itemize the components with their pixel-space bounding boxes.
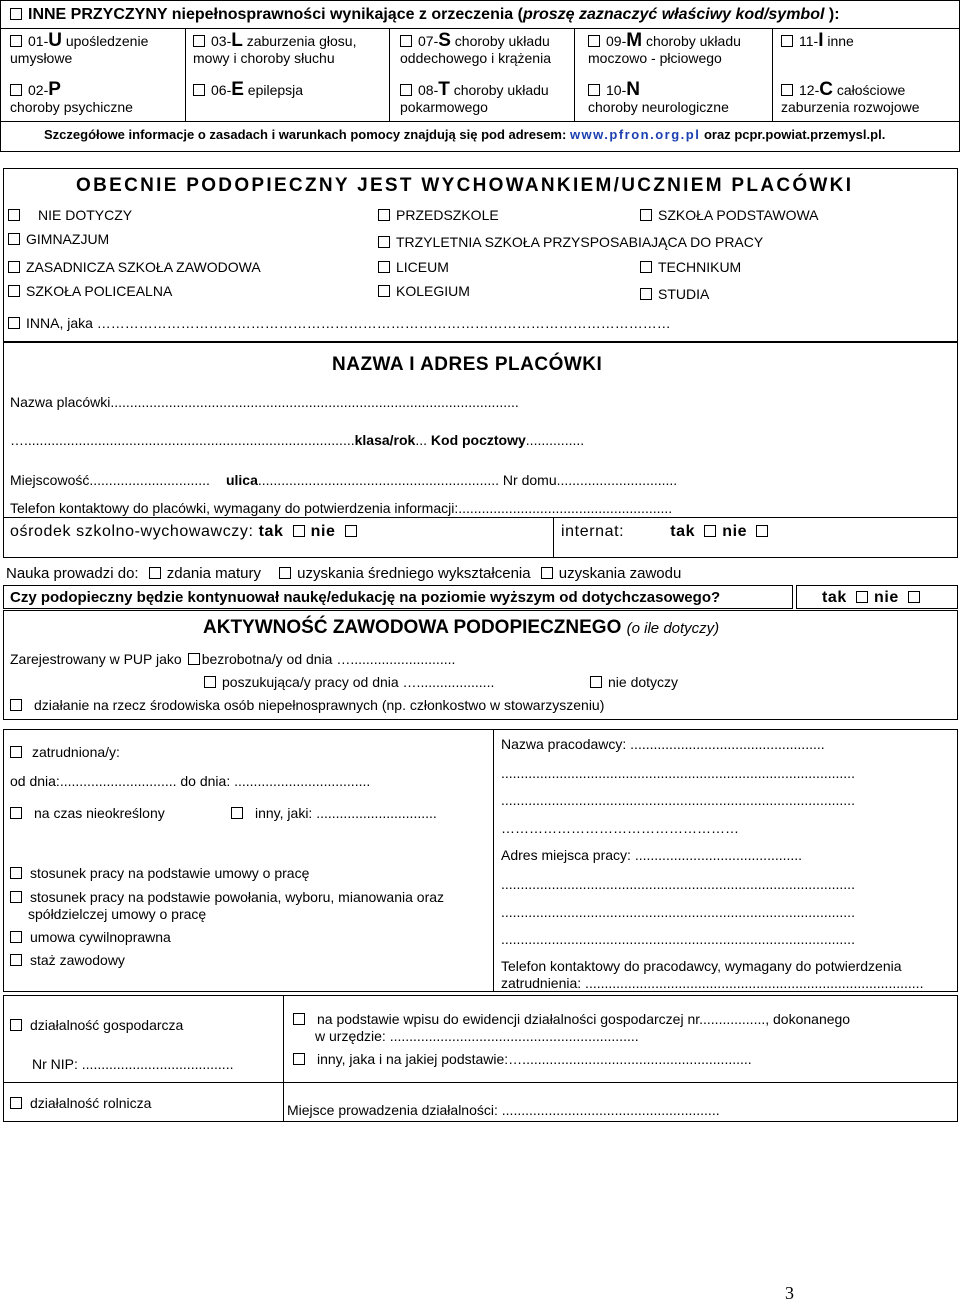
business-checkbox[interactable] xyxy=(10,1019,22,1031)
contract1-checkbox[interactable] xyxy=(10,867,22,879)
business-row[interactable]: działalność gospodarcza xyxy=(10,1017,183,1034)
jobseeker-row[interactable]: poszukująca/y pracy od dnia ….................... xyxy=(204,674,494,691)
farming-row[interactable]: działalność rolnicza xyxy=(10,1095,151,1112)
code-checkbox[interactable] xyxy=(10,84,22,96)
code-checkbox[interactable] xyxy=(588,84,600,96)
study-secondary-checkbox[interactable] xyxy=(279,567,291,579)
code-11-i[interactable]: 11-I inne xyxy=(781,32,854,50)
opt-liceum[interactable]: LICEUM xyxy=(378,259,449,276)
option-checkbox[interactable] xyxy=(8,317,20,329)
code-12-c[interactable]: 12-C całościowe zaburzenia rozwojowe xyxy=(781,79,920,115)
contract1-row[interactable]: stosunek pracy na podstawie umowy o pracę xyxy=(10,865,309,882)
code-03-l[interactable]: 03-L zaburzenia głosu, mowy i choroby słuchu xyxy=(193,30,357,66)
contract3-checkbox[interactable] xyxy=(10,931,22,943)
code-06-e[interactable]: 06-E epilepsja xyxy=(193,81,303,99)
code-09-m[interactable]: 09-M choroby układu moczowo - płciowego xyxy=(588,30,741,66)
opt-szkola-podstawowa[interactable]: SZKOŁA PODSTAWOWA xyxy=(640,207,819,224)
code-checkbox[interactable] xyxy=(193,35,205,47)
activity-title: AKTYWNOŚĆ ZAWODOWA PODOPIECZNEGO (o ile dotyczy) xyxy=(203,617,720,638)
opt-przedszkole[interactable]: PRZEDSZKOLE xyxy=(378,207,499,224)
indefinite-checkbox[interactable] xyxy=(10,807,22,819)
work-address-field[interactable]: Adres miejsca pracy: ........................................... xyxy=(501,847,803,863)
employer-dots-1[interactable]: ........................................................................................... xyxy=(501,765,855,781)
option-checkbox[interactable] xyxy=(8,209,20,221)
disability-header: INNE PRZYCZYNY niepełnosprawności wynikające z orzeczenia (proszę zaznaczyć właściwy kod/symbol ): xyxy=(10,6,840,23)
continue-answer: tak nie xyxy=(822,589,926,606)
code-07-s[interactable]: 07-S choroby układu oddechowego i krążenia xyxy=(400,30,551,66)
contract2-row[interactable]: stosunek pracy na podstawie powołania, wyboru, mianowania oraz spółdzielczej umowy o pracę xyxy=(10,889,444,923)
contract4-row[interactable]: staż zawodowy xyxy=(10,952,125,969)
facility-phone-field[interactable]: Telefon kontaktowy do placówki, wymagany do potwierdzenia informacji:....................................................... xyxy=(10,500,673,516)
employer-phone-field[interactable]: Telefon kontaktowy do pracodawcy, wymagany do potwierdzenia zatrudnienia: ....................................................................................... xyxy=(501,958,924,991)
pup-registered-row: Zarejestrowany w PUP jako bezrobotna/y od dnia …........................... xyxy=(10,651,456,667)
ward-title: OBECNIE PODOPIECZNY JEST WYCHOWANKIEM/UCZNIEM PLACÓWKI xyxy=(76,175,854,196)
employment-dates[interactable]: od dnia:.............................. do dnia: ................................... xyxy=(10,773,371,789)
option-checkbox[interactable] xyxy=(378,285,390,297)
opt-policealna[interactable]: SZKOŁA POLICEALNA xyxy=(8,283,172,300)
contract4-checkbox[interactable] xyxy=(10,954,22,966)
option-checkbox[interactable] xyxy=(640,209,652,221)
facility-title: NAZWA I ADRES PLACÓWKI xyxy=(332,354,603,375)
other-basis-checkbox[interactable] xyxy=(293,1053,305,1065)
option-checkbox[interactable] xyxy=(640,261,652,273)
school-center-row: ośrodek szkolno-wychowawczy: tak nie xyxy=(10,523,363,540)
opt-inna[interactable]: INNA, jaka …………………………………………………………………………………………………………… xyxy=(8,315,671,332)
option-checkbox[interactable] xyxy=(378,209,390,221)
unemployed-checkbox[interactable] xyxy=(188,653,200,665)
opt-gimnazjum[interactable]: GIMNAZJUM xyxy=(8,231,109,248)
pfron-link[interactable]: www.pfron.org.pl xyxy=(569,127,701,142)
opt-technikum[interactable]: TECHNIKUM xyxy=(640,259,741,276)
continue-yes-checkbox[interactable] xyxy=(856,591,868,603)
nip-field[interactable]: Nr NIP: ....................................... xyxy=(32,1056,234,1072)
community-row[interactable]: działanie na rzecz środowiska osób niepełnosprawnych (np. członkostwo w stowarzyszeniu) xyxy=(10,697,604,714)
code-checkbox[interactable] xyxy=(781,35,793,47)
study-profession-checkbox[interactable] xyxy=(541,567,553,579)
option-checkbox[interactable] xyxy=(378,261,390,273)
code-checkbox[interactable] xyxy=(400,84,412,96)
facility-name-field[interactable]: Nazwa placówki......................................................................................................... xyxy=(10,394,519,410)
employer-name-field[interactable]: Nazwa pracodawcy: .................................................. xyxy=(501,736,825,752)
continue-question: Czy podopieczny będzie kontynuował naukę/edukację na poziomie wyższym od dotychczasowego? xyxy=(10,589,721,606)
continue-no-checkbox[interactable] xyxy=(908,591,920,603)
option-checkbox[interactable] xyxy=(640,288,652,300)
opt-trzyletnia[interactable]: TRZYLETNIA SZKOŁA PRZYSPOSABIAJĄCA DO PRACY xyxy=(378,234,763,251)
not-applicable-checkbox[interactable] xyxy=(590,676,602,688)
disability-header-checkbox[interactable] xyxy=(10,8,22,20)
opt-zasadnicza[interactable]: ZASADNICZA SZKOŁA ZAWODOWA xyxy=(8,259,261,276)
employer-dots-2[interactable]: ........................................................................................... xyxy=(501,792,855,808)
center-yes-checkbox[interactable] xyxy=(293,525,305,537)
page-number: 3 xyxy=(785,1283,794,1303)
study-row: Nauka prowadzi do: zdania matury uzyskania średniego wykształcenia uzyskania zawodu xyxy=(6,565,682,582)
address-dots-1[interactable]: ........................................................................................... xyxy=(501,876,855,892)
farming-checkbox[interactable] xyxy=(10,1097,22,1109)
center-no-checkbox[interactable] xyxy=(345,525,357,537)
code-checkbox[interactable] xyxy=(193,84,205,96)
business-place-field[interactable]: Miejsce prowadzenia działalności: ........................................................ xyxy=(287,1102,720,1118)
other-term-row[interactable]: inny, jaki: ............................... xyxy=(231,805,437,822)
address-dots-3[interactable]: ........................................................................................... xyxy=(501,931,855,947)
option-checkbox[interactable] xyxy=(8,285,20,297)
ceidg-row[interactable]: na podstawie wpisu do ewidencji działalności gospodarczej nr................., dokonanego w urzędzie: ................................................................ xyxy=(293,1011,850,1045)
code-02-p[interactable]: 02-P choroby psychiczne xyxy=(10,79,133,115)
pcpr-link[interactable]: pcpr.powiat.przemysl.pl xyxy=(734,127,882,142)
opt-kolegium[interactable]: KOLEGIUM xyxy=(378,283,470,300)
internat-yes-checkbox[interactable] xyxy=(704,525,716,537)
code-checkbox[interactable] xyxy=(10,35,22,47)
other-term-checkbox[interactable] xyxy=(231,807,243,819)
address-dots-2[interactable]: ........................................................................................... xyxy=(501,904,855,920)
study-matura-checkbox[interactable] xyxy=(149,567,161,579)
internat-no-checkbox[interactable] xyxy=(756,525,768,537)
other-basis-row[interactable]: inny, jaka i na jakiej podstawie:…........................................................... xyxy=(293,1051,752,1068)
employed-row[interactable]: zatrudniona/y: xyxy=(10,744,120,761)
option-checkbox[interactable] xyxy=(8,233,20,245)
ceidg-checkbox[interactable] xyxy=(293,1013,305,1025)
code-08-t[interactable]: 08-T choroby układu pokarmowego xyxy=(400,79,549,115)
opt-studia[interactable]: STUDIA xyxy=(640,286,709,303)
facility-city-row[interactable]: Miejscowość............................... ulica.............................................................. Nr domu............................... xyxy=(10,472,678,488)
info-line: Szczegółowe informacje o zasadach i warunkach pomocy znajdują się pod adresem: www.pfron.org.pl oraz pcpr.powiat.przemysl.pl. xyxy=(44,127,886,142)
opt-nie-dotyczy[interactable]: NIE DOTYCZY xyxy=(8,207,132,224)
employer-dots-3[interactable]: …………………………………………… xyxy=(501,820,739,836)
indefinite-row[interactable]: na czas nieokreślony xyxy=(10,805,165,822)
jobseeker-checkbox[interactable] xyxy=(204,676,216,688)
option-checkbox[interactable] xyxy=(8,261,20,273)
employed-checkbox[interactable] xyxy=(10,746,22,758)
code-checkbox[interactable] xyxy=(400,35,412,47)
contract2-checkbox[interactable] xyxy=(10,891,22,903)
option-checkbox[interactable] xyxy=(378,236,390,248)
facility-row2[interactable]: ….....................................................................................klasa/rok... Kod pocztowy............... xyxy=(10,432,585,448)
code-checkbox[interactable] xyxy=(588,35,600,47)
code-10-n[interactable]: 10-N choroby neurologiczne xyxy=(588,79,729,115)
not-applicable-row[interactable]: nie dotyczy xyxy=(590,674,678,691)
code-checkbox[interactable] xyxy=(781,84,793,96)
community-checkbox[interactable] xyxy=(10,699,22,711)
internat-row: internat: tak nie xyxy=(561,523,774,540)
contract3-row[interactable]: umowa cywilnoprawna xyxy=(10,929,171,946)
code-01-u[interactable]: 01-U upośledzenie umysłowe xyxy=(10,30,149,66)
